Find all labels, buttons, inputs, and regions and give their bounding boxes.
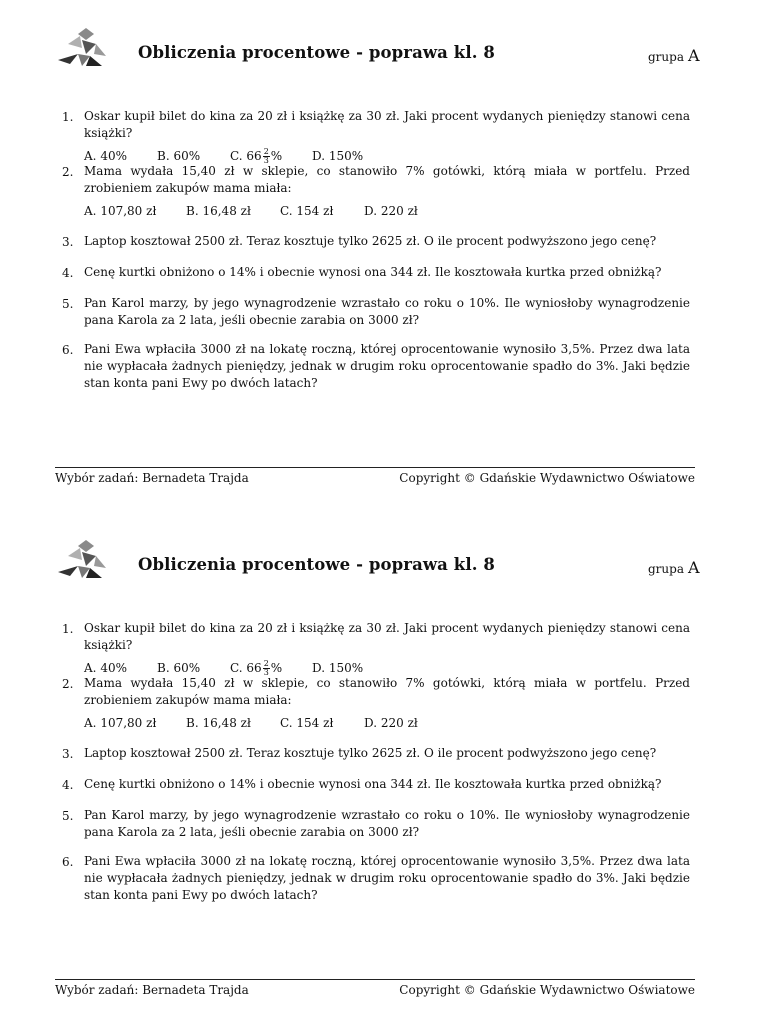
problem-text: Cenę kurtki obniżono o 14% i obecnie wynosi ona 344 zł. Ile kosztowała kurtka przed obniżką?	[84, 777, 662, 791]
problem-number: 2.	[62, 165, 74, 179]
footer-divider	[55, 979, 695, 980]
page-title: Obliczenia procentowe - poprawa kl. 8	[138, 555, 495, 574]
footer-divider	[55, 467, 695, 468]
problem-text: Oskar kupił bilet do kina za 20 zł i książkę za 30 zł. Jaki procent wydanych pieniędzy stanowi cena książki?	[84, 621, 690, 652]
group-letter: A	[687, 46, 700, 65]
answer-d: D. 220 zł	[364, 716, 418, 730]
worksheet-bottom	[0, 512, 768, 1024]
group-indicator	[648, 558, 700, 577]
problem-text: Cenę kurtki obniżono o 14% i obecnie wynosi ona 344 zł. Ile kosztowała kurtka przed obniżką?	[84, 265, 662, 279]
footer-author: Wybór zadań: Bernadeta Trajda	[55, 471, 249, 485]
answer-c: C. 154 zł	[280, 716, 334, 730]
problem-number: 6.	[62, 343, 74, 357]
answer-c: C. 154 zł	[280, 204, 334, 218]
group-label: grupa	[648, 50, 684, 64]
problem-number: 5.	[62, 809, 74, 823]
problem-number: 5.	[62, 297, 74, 311]
answer-options	[84, 203, 690, 220]
publisher-logo-icon	[56, 538, 108, 582]
problem-number: 2.	[62, 677, 74, 691]
answer-d: D. 150%	[312, 149, 364, 163]
problem-4	[62, 264, 690, 281]
problem-2	[62, 675, 690, 732]
problem-text: Laptop kosztował 2500 zł. Teraz kosztuje tylko 2625 zł. O ile procent podwyższono jego cenę?	[84, 746, 657, 760]
answer-b: B. 60%	[157, 661, 201, 675]
problem-text: Laptop kosztował 2500 zł. Teraz kosztuje tylko 2625 zł. O ile procent podwyższono jego cenę?	[84, 234, 657, 248]
fraction: $\frac{2}{3}$	[263, 659, 269, 677]
problem-number: 4.	[62, 266, 74, 280]
answer-c: C. 66 $\frac{2}{3}$ %	[230, 659, 283, 677]
answer-a: A. 107,80 zł	[84, 204, 157, 218]
answer-b: B. 60%	[157, 149, 201, 163]
problem-text: Mama wydała 15,40 zł w sklepie, co stanowiło 7% gotówki, którą miała w portfelu. Przed zrobieniem zakupów mama miała:	[84, 164, 690, 195]
problem-5	[62, 295, 690, 329]
footer-copyright: Copyright © Gdańskie Wydawnictwo Oświatowe	[399, 471, 695, 485]
answer-b: B. 16,48 zł	[186, 204, 251, 218]
problem-text: Oskar kupił bilet do kina za 20 zł i książkę za 30 zł. Jaki procent wydanych pieniędzy stanowi cena książki?	[84, 109, 690, 140]
answer-a: A. 40%	[84, 661, 127, 675]
problem-6	[62, 853, 690, 904]
problem-4	[62, 776, 690, 793]
answer-a: A. 107,80 zł	[84, 716, 157, 730]
group-label: grupa	[648, 562, 684, 576]
problem-number: 6.	[62, 855, 74, 869]
answer-options	[84, 715, 690, 732]
answer-a: A. 40%	[84, 149, 127, 163]
problem-5	[62, 807, 690, 841]
problem-3	[62, 745, 690, 762]
problem-2	[62, 163, 690, 220]
footer-copyright: Copyright © Gdańskie Wydawnictwo Oświatowe	[399, 983, 695, 997]
footer-author: Wybór zadań: Bernadeta Trajda	[55, 983, 249, 997]
problem-1	[62, 108, 690, 165]
problem-text: Pani Ewa wpłaciła 3000 zł na lokatę roczną, której oprocentowanie wynosiło 3,5%. Przez dwa lata nie wypłacała żadnych pieniędzy, jednak w drugim roku oprocentowanie spadło do 3%. Jaki będzie stan konta pani Ewy po dwóch latach?	[84, 342, 690, 390]
problem-number: 3.	[62, 747, 74, 761]
group-letter: A	[687, 558, 700, 577]
answer-d: D. 220 zł	[364, 204, 418, 218]
answer-b: B. 16,48 zł	[186, 716, 251, 730]
group-indicator	[648, 46, 700, 65]
problem-3	[62, 233, 690, 250]
problem-number: 3.	[62, 235, 74, 249]
problem-text: Pan Karol marzy, by jego wynagrodzenie wzrastało co roku o 10%. Ile wyniosłoby wynagrodzenie pana Karola za 2 lata, jeśli obecnie zarabia on 3000 zł?	[84, 808, 690, 839]
problem-text: Mama wydała 15,40 zł w sklepie, co stanowiło 7% gotówki, którą miała w portfelu. Przed zrobieniem zakupów mama miała:	[84, 676, 690, 707]
problem-6	[62, 341, 690, 392]
problem-number: 1.	[62, 622, 74, 636]
problem-text: Pan Karol marzy, by jego wynagrodzenie wzrastało co roku o 10%. Ile wyniosłoby wynagrodzenie pana Karola za 2 lata, jeśli obecnie zarabia on 3000 zł?	[84, 296, 690, 327]
publisher-logo-icon	[56, 26, 108, 70]
problem-1	[62, 620, 690, 677]
answer-c: C. 66 $\frac{2}{3}$ %	[230, 147, 283, 165]
page-title: Obliczenia procentowe - poprawa kl. 8	[138, 43, 495, 62]
problem-text: Pani Ewa wpłaciła 3000 zł na lokatę roczną, której oprocentowanie wynosiło 3,5%. Przez dwa lata nie wypłacała żadnych pieniędzy, jednak w drugim roku oprocentowanie spadło do 3%. Jaki będzie stan konta pani Ewy po dwóch latach?	[84, 854, 690, 902]
answer-d: D. 150%	[312, 661, 364, 675]
problem-number: 4.	[62, 778, 74, 792]
problem-number: 1.	[62, 110, 74, 124]
fraction: $\frac{2}{3}$	[263, 147, 269, 165]
